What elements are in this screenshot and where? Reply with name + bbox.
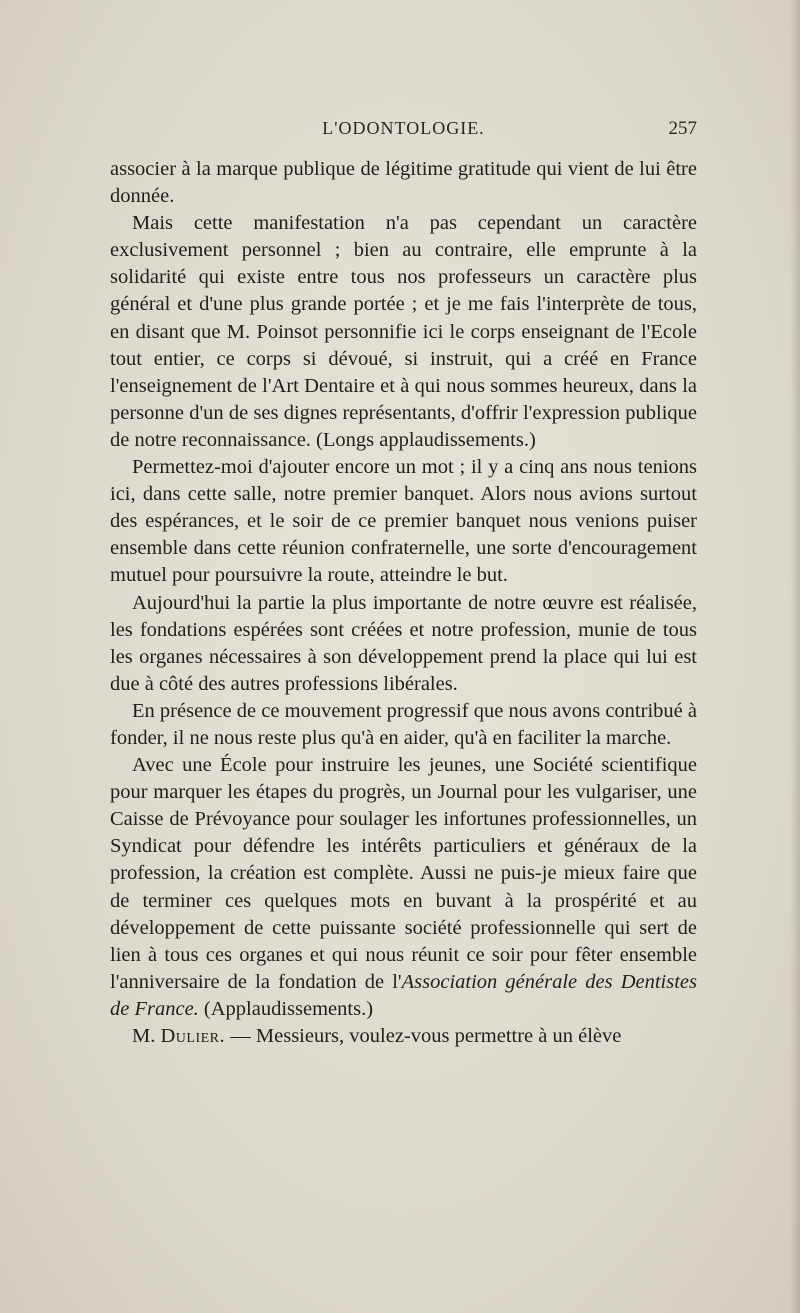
applause-note: (Applaudissements.) [198, 997, 374, 1020]
paragraph-7 [110, 1023, 697, 1050]
paragraph-1: associer à la marque publique de légitime gratitude qui vient de lui être donnée. [110, 158, 697, 208]
speaker-name: Dulier. [160, 1025, 226, 1047]
body-text [110, 156, 697, 1050]
paragraph-2: Mais cette manifestation n'a pas cependant un caractère exclusivement personnel ; bien au contraire, elle emprunte à la solidarité qui existe entre tous nos professeurs un caractère plus général et d'une plus grande portée ; et je me fais l'interprète de tous, en disant que M. Poinsot personnifie ici le corps enseignant de l'Ecole tout entier, ce corps si dévoué, si instruit, qui a créé en France l'enseignement de l'Art Dentaire et à qui nous sommes heureux, dans la personne d'un de ses dignes représentants, d'offrir l'expression publique de notre reconnaissance. (Longs applaudissements.) [110, 212, 697, 451]
running-title: L'ODONTOLOGIE. [322, 118, 485, 138]
paragraph-6-text: Avec une École pour instruire les jeunes, une Société scientifique pour marquer les étapes du progrès, un Journal pour les vulgariser, une Caisse de Prévoyance pour soulager les infortunes professionnelles, un Syndicat pour défendre les intérêts particuliers et généraux de la profession, la création est complète. Aussi ne puis-je mieux faire que de terminer ces quelques mots en buvant à la prospérité et au développement de cette puissante société professionnelle qui sert de lien à tous ces organes et qui nous réunit ce soir pour fêter ensemble l'anniversaire de la fondation de l' [110, 754, 697, 993]
paragraph-3: Permettez-moi d'ajouter encore un mot ; il y a cinq ans nous tenions ici, dans cette salle, notre premier banquet. Alors nous avions surtout des espérances, et le soir de ce premier banquet nous venions puiser ensemble dans cette réunion confraternelle, une sorte d'encouragement mutuel pour poursuivre la route, atteindre le but. [110, 456, 697, 587]
page-edge-shadow [790, 0, 800, 1313]
association-name: Association générale des Dentistes de France. [110, 970, 697, 1020]
paragraph-7-text: — Messieurs, voulez-vous permettre à un élève [225, 1025, 622, 1047]
speaker-prefix: M. [132, 1025, 161, 1047]
paragraph-4: Aujourd'hui la partie la plus importante de notre œuvre est réalisée, les fondations espérées sont créées et notre profession, munie de tous les organes nécessaires à son développement prend la place qui lui est due à côté des autres professions libérales. [110, 591, 697, 695]
paragraph-6 [110, 752, 697, 1023]
page-number: 257 [668, 118, 697, 139]
page-header [110, 118, 697, 146]
paragraph-5: En présence de ce mouvement progressif que nous avons contribué à fonder, il ne nous reste plus qu'à en aider, qu'à en faciliter la marche. [110, 699, 697, 749]
